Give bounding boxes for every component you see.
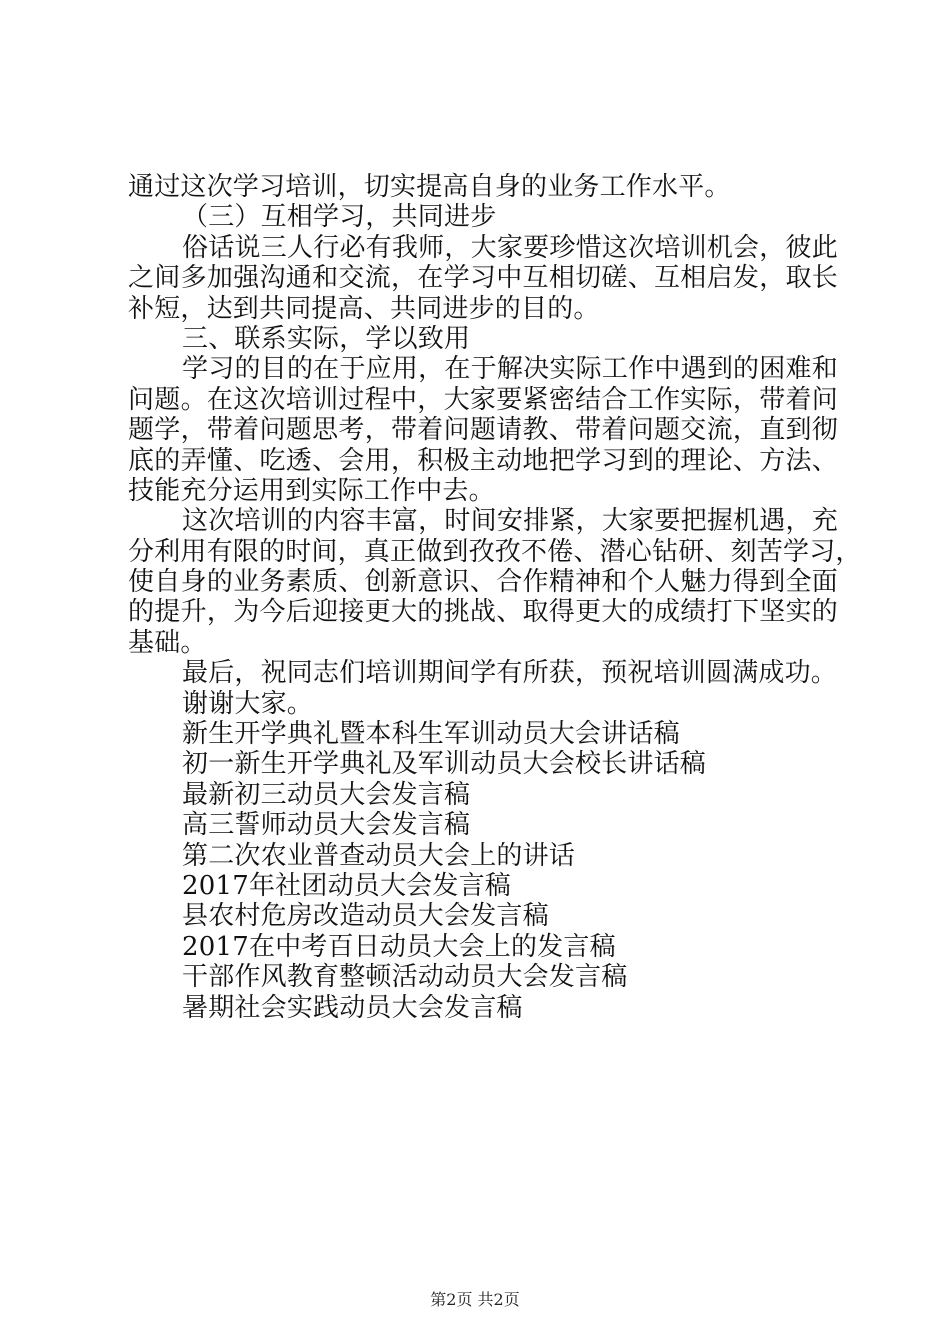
related-article-link[interactable]: 2017年社团动员大会发言稿 <box>182 870 511 901</box>
paragraph-line: 分利用有限的时间，真正做到孜孜不倦、潜心钻研、刻苦学习， <box>128 536 862 567</box>
paragraph-line: 补短，达到共同提高、共同进步的目的。 <box>128 293 600 324</box>
related-article-link[interactable]: 干部作风教育整顿活动动员大会发言稿 <box>182 962 628 993</box>
related-article-link[interactable]: 最新初三动员大会发言稿 <box>182 779 471 810</box>
document-body <box>128 172 862 1023</box>
related-article-link[interactable]: 县农村危房改造动员大会发言稿 <box>182 901 549 932</box>
section-heading: （三）互相学习，共同进步 <box>182 202 497 233</box>
paragraph-line: 题学，带着问题思考，带着问题请教、带着问题交流，直到彻 <box>128 415 838 446</box>
paragraph-line: 俗话说三人行必有我师，大家要珍惜这次培训机会，彼此 <box>182 232 838 263</box>
paragraph-line: 这次培训的内容丰富，时间安排紧，大家要把握机遇，充 <box>182 506 838 537</box>
related-article-link[interactable]: 暑期社会实践动员大会发言稿 <box>182 992 523 1023</box>
related-article-link[interactable]: 第二次农业普查动员大会上的讲话 <box>182 840 576 871</box>
paragraph-line: 问题。在这次培训过程中，大家要紧密结合工作实际，带着问 <box>128 384 838 415</box>
paragraph-line: 最后，祝同志们培训期间学有所获，预祝培训圆满成功。 <box>182 658 838 689</box>
paragraph-line: 学习的目的在于应用，在于解决实际工作中遇到的困难和 <box>182 354 838 385</box>
related-article-link[interactable]: 高三誓师动员大会发言稿 <box>182 810 471 841</box>
paragraph-line: 谢谢大家。 <box>182 688 314 719</box>
paragraph-line: 使自身的业务素质、创新意识、合作精神和个人魅力得到全面 <box>128 567 838 598</box>
related-article-link[interactable]: 2017在中考百日动员大会上的发言稿 <box>182 931 616 962</box>
related-article-link[interactable]: 初一新生开学典礼及军训动员大会校长讲话稿 <box>182 749 707 780</box>
section-heading: 三、联系实际，学以致用 <box>182 323 471 354</box>
paragraph-line: 技能充分运用到实际工作中去。 <box>128 475 495 506</box>
paragraph-line: 底的弄懂、吃透、会用，积极主动地把学习到的理论、方法、 <box>128 445 838 476</box>
paragraph-line: 之间多加强沟通和交流，在学习中互相切磋、互相启发，取长 <box>128 263 838 294</box>
paragraph-line: 的提升，为今后迎接更大的挑战、取得更大的成绩打下坚实的 <box>128 597 838 628</box>
related-article-link[interactable]: 新生开学典礼暨本科生军训动员大会讲话稿 <box>182 719 680 750</box>
paragraph-line: 基础。 <box>128 627 207 658</box>
paragraph-line: 通过这次学习培训，切实提高自身的业务工作水平。 <box>128 172 731 202</box>
page-number-footer: 第2页 共2页 <box>430 1290 520 1309</box>
